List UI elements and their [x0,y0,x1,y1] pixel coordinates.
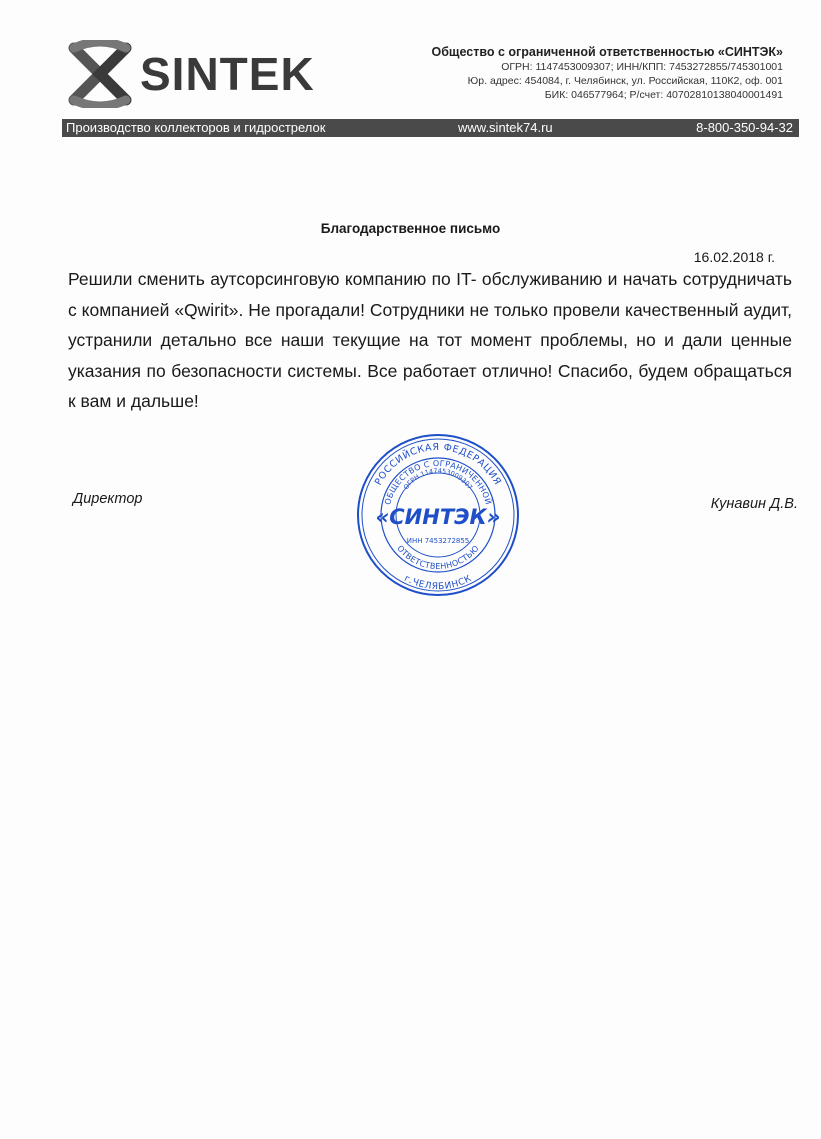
stamp-city: г.ЧЕЛЯБИНСК [402,573,474,593]
band-phone: 8-800-350-94-32 [696,120,793,135]
company-registration: ОГРН: 1147453009307; ИНН/КПП: 7453272855/745301001 [501,61,783,73]
stamp-center: «СИНТЭК» [375,505,501,529]
company-details [363,44,783,102]
company-bank: БИК: 046577964; Р/счет: 40702810138040001491 [544,89,783,101]
brand-name: SINTEK [140,48,315,100]
stamp-ogrn: ОГРН 1147453009307 [401,466,475,492]
header-band [62,119,799,137]
stamp-inn: ИНН 7453272855 [406,537,470,545]
band-tagline: Производство коллекторов и гидрострелок [66,120,326,135]
letter-title: Благодарственное письмо [320,221,501,236]
company-stamp [355,432,521,598]
stamp-inner-top: ОБЩЕСТВО С ОГРАНИЧЕННОЙ [383,458,493,506]
band-website: www.sintek74.ru [458,120,553,135]
company-name: Общество с ограниченной ответственностью «СИНТЭК» [431,45,783,59]
svg-text:г.ЧЕЛЯБИНСК [402,574,473,592]
letter-body: Решили сменить аутсорсинговую компанию по IT- обслуживанию и начать сотрудничать с компанией «Qwirit». Не прогадали! Сотрудники не только провели качественный аудит, устранили детально все наши текущие на тот момент проблемы, но и дали ценные указания по безопасности системы. Все работает отлично! Спасибо, будем обращаться к вам и дальше! [68,269,792,411]
stamp-inner-bottom: ОТВЕТСТВЕННОСТЬЮ [395,543,481,572]
stamp-outer-top: РОССИЙСКАЯ ФЕДЕРАЦИЯ [372,441,504,488]
company-address: Юр. адрес: 454084, г. Челябинск, ул. Российская, 110К2, оф. 001 [467,75,783,87]
signature-position: Директор [73,491,143,507]
signature-name: Кунавин Д.В. [710,496,798,512]
letter-date: 16.02.2018 г. [693,249,775,265]
